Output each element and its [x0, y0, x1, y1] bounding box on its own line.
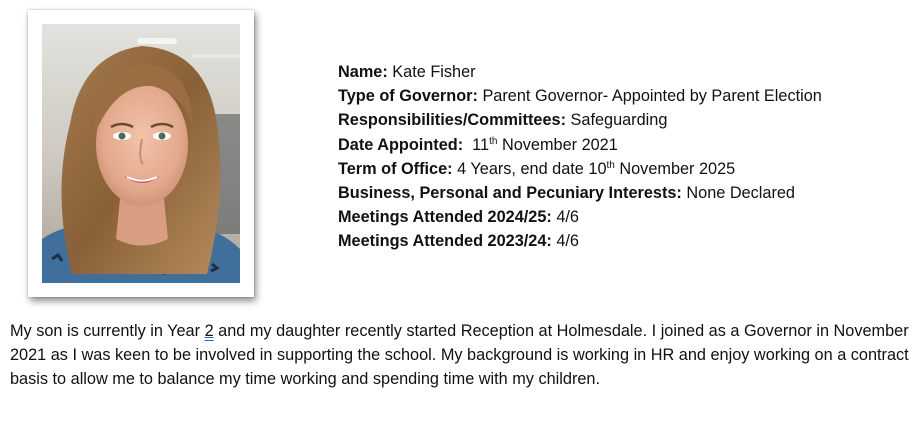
- date-appointed-label: Date Appointed:: [338, 135, 464, 154]
- date-appointed-suffix: th: [489, 135, 498, 147]
- meetings-2023-label: Meetings Attended 2023/24:: [338, 232, 552, 251]
- interests-label: Business, Personal and Pecuniary Interests:: [338, 184, 682, 203]
- term-value-pre: 4 Years, end date 10: [452, 159, 607, 178]
- date-appointed-rest: November 2021: [497, 135, 618, 154]
- meetings-2023-value: 4/6: [551, 232, 579, 251]
- responsibilities-value: Safeguarding: [566, 111, 668, 130]
- term-label: Term of Office:: [338, 159, 453, 178]
- name-row: [338, 60, 822, 84]
- meetings-2023-row: [338, 229, 822, 253]
- meetings-2024-value: 4/6: [551, 208, 579, 227]
- portrait-illustration: [42, 24, 240, 283]
- type-label: Type of Governor:: [338, 87, 478, 106]
- date-appointed-row: [338, 133, 822, 157]
- term-value-suffix: th: [606, 159, 615, 171]
- bio-part2: and my daughter recently started Reception at Holmesdale. I joined as a Governor in November 2021 as I was keen to be involved in supporting the school. My background is working in HR and enjoy working on a contract basis to allow me to balance my time working and spending time with my children.: [10, 322, 909, 389]
- interests-value: None Declared: [681, 184, 795, 203]
- bio-paragraph: [10, 319, 915, 392]
- portrait-photo: [42, 24, 240, 283]
- governor-details: [338, 60, 822, 254]
- responsibilities-label: Responsibilities/Committees:: [338, 111, 566, 130]
- term-value-rest: November 2025: [614, 159, 736, 178]
- bio-part1: My son is currently in Year: [10, 322, 205, 340]
- interests-row: [338, 181, 822, 205]
- name-value: Kate Fisher: [387, 63, 476, 81]
- meetings-2024-label: Meetings Attended 2024/25:: [338, 208, 552, 227]
- type-value: Parent Governor- Appointed by Parent Election: [477, 87, 822, 106]
- meetings-2024-row: [338, 205, 822, 229]
- term-row: [338, 157, 822, 181]
- responsibilities-row: [338, 108, 822, 132]
- type-row: [338, 84, 822, 108]
- name-label: Name:: [338, 63, 388, 81]
- date-appointed-day: 11: [463, 135, 490, 154]
- bio-year-number: 2: [204, 322, 214, 340]
- photo-frame: [28, 10, 254, 297]
